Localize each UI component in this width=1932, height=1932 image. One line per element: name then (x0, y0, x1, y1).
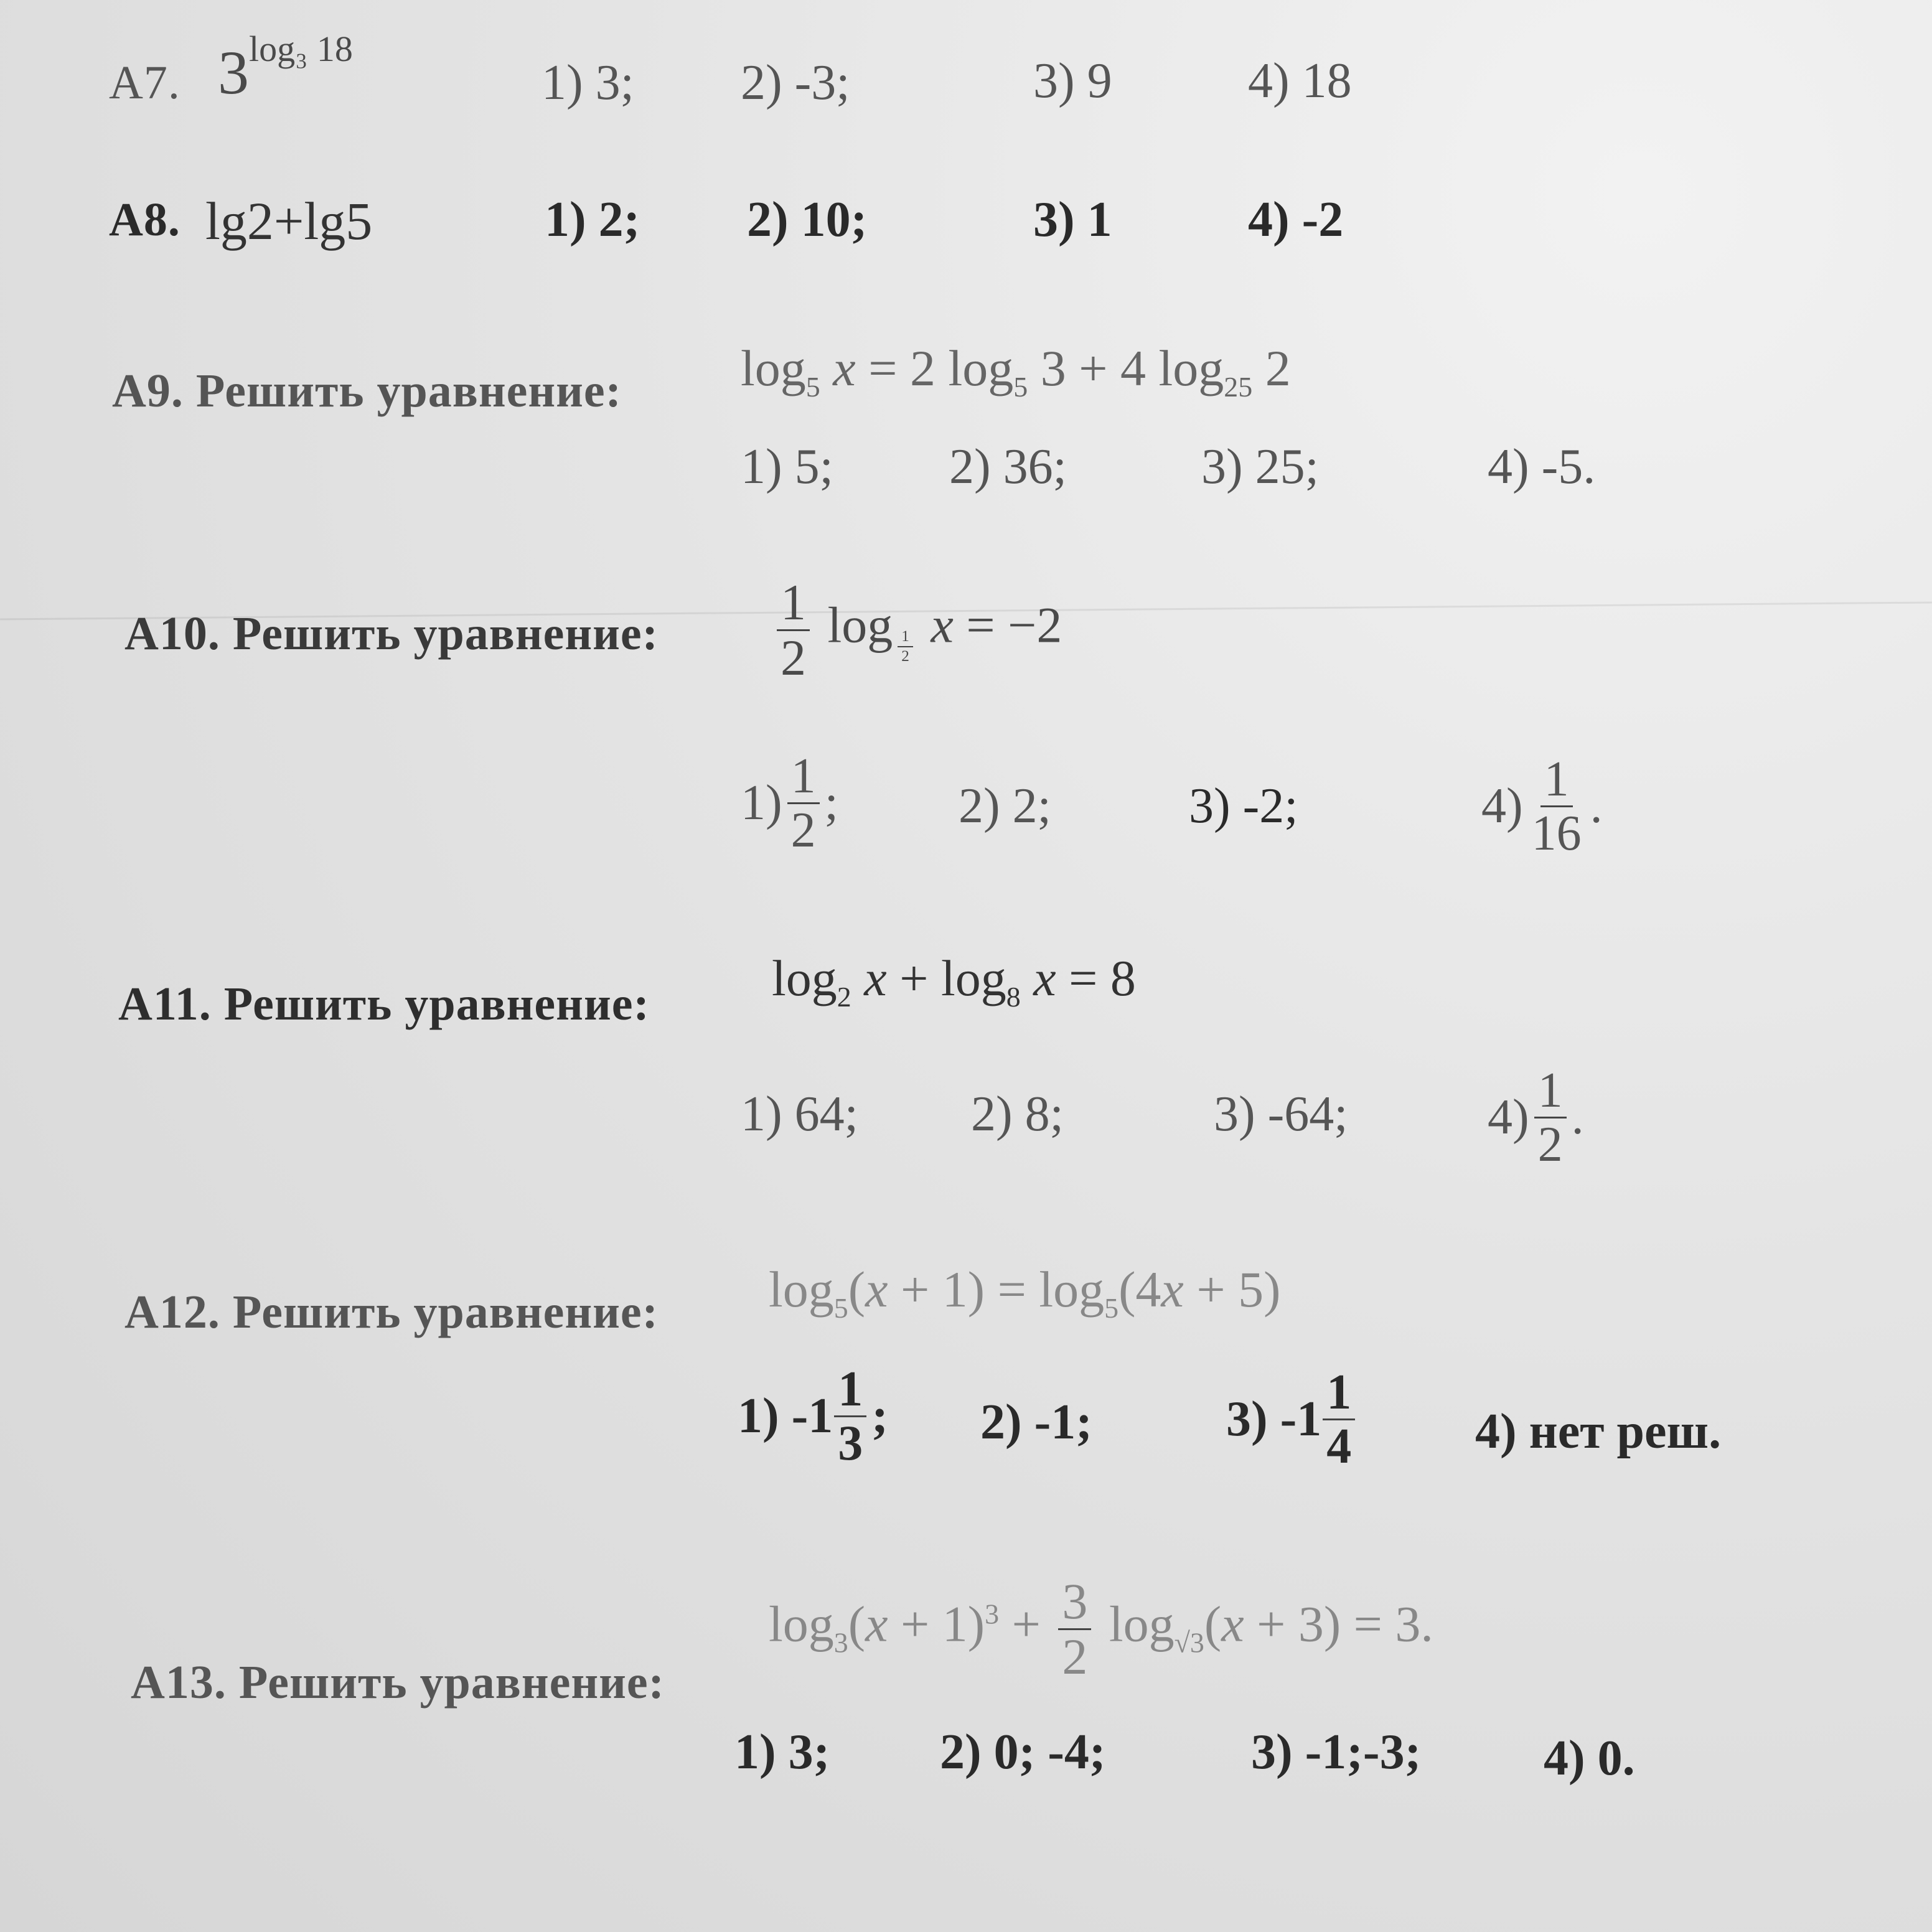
problem-equation: $\log_5 x = 2$ $\log_5 3 + 4$ $\log_{25} 2$ (741, 340, 1291, 403)
answer-option-4: 4) нет реш. (1475, 1404, 1722, 1459)
answer-option: 4) -5. (1488, 439, 1596, 494)
answer-option-4: 4) $\frac{1}{2}$ . (1488, 1063, 1584, 1172)
answer-option: 1) 5; (741, 439, 833, 494)
expression-base: 3 (218, 38, 249, 107)
answer-option: 1) 3; (542, 55, 634, 110)
answer-option: 4) -2 (1248, 192, 1344, 247)
problem-label: A7. (109, 57, 181, 109)
answer-option-2: 2) 8; (971, 1087, 1064, 1142)
answer-option-4: 4) $\frac{1}{16}$ . (1481, 752, 1603, 861)
problem-label: A8. (109, 194, 181, 246)
problem-label: A13. Решить уравнение: (131, 1656, 665, 1709)
problem-expression (218, 28, 353, 108)
problem-equation: $\log_2 x + \log_8 x = 8$ (772, 950, 1136, 1013)
problem-equation: $\log_3(x + 1)^3$ + $\frac{3}{2}$ $\log_{√3}(x + 3) = 3$. (769, 1573, 1433, 1685)
answer-option: 2) 36; (949, 439, 1067, 494)
answer-option-2: 2) -1; (980, 1395, 1092, 1450)
problem-expression: lg2+lg5 (205, 191, 373, 251)
answer-option: 3) -1;-3; (1251, 1725, 1422, 1780)
answer-option: 1) 3; (734, 1725, 830, 1780)
problem-label: A12. Решить уравнение: (124, 1286, 659, 1338)
answer-option: 4) 18 (1248, 54, 1352, 108)
answer-option: 3) 25; (1201, 439, 1319, 494)
problem-equation: $\log_5(x + 1) = \log_5(4x + 5)$ (769, 1261, 1281, 1324)
answer-option: 2) 10; (747, 192, 868, 247)
answer-option-3: 3) -1 $\frac{1}{4}$ (1226, 1366, 1360, 1473)
problem-label: A10. Решить уравнение: (124, 607, 659, 660)
problem-label: A9. Решить уравнение: (112, 365, 622, 417)
answer-option-2: 2) 2; (959, 779, 1051, 833)
answer-option: 3) 9 (1033, 54, 1112, 108)
answer-option: 3) 1 (1033, 192, 1112, 247)
expression-exponent: log₃ 18 (249, 29, 353, 69)
answer-option-3: 3) -64; (1214, 1087, 1348, 1142)
answer-option-1: 1) $\frac{1}{2}$ ; (741, 749, 838, 858)
problem-equation: $\frac{1}{2}$ log $_{\frac{1}{2}}$ x = −2 (772, 576, 1062, 685)
answer-option-1: 1) -1 $\frac{1}{3}$ ; (738, 1362, 888, 1471)
answer-option: 1) 2; (545, 192, 640, 247)
answer-option: 2) 0; -4; (940, 1725, 1106, 1780)
answer-option: 2) -3; (741, 55, 850, 110)
answer-option-3: 3) -2; (1189, 779, 1298, 833)
problem-label: A11. Решить уравнение: (118, 978, 650, 1030)
answer-option: 4) 0. (1544, 1731, 1635, 1786)
answer-option-1: 1) 64; (741, 1087, 858, 1142)
